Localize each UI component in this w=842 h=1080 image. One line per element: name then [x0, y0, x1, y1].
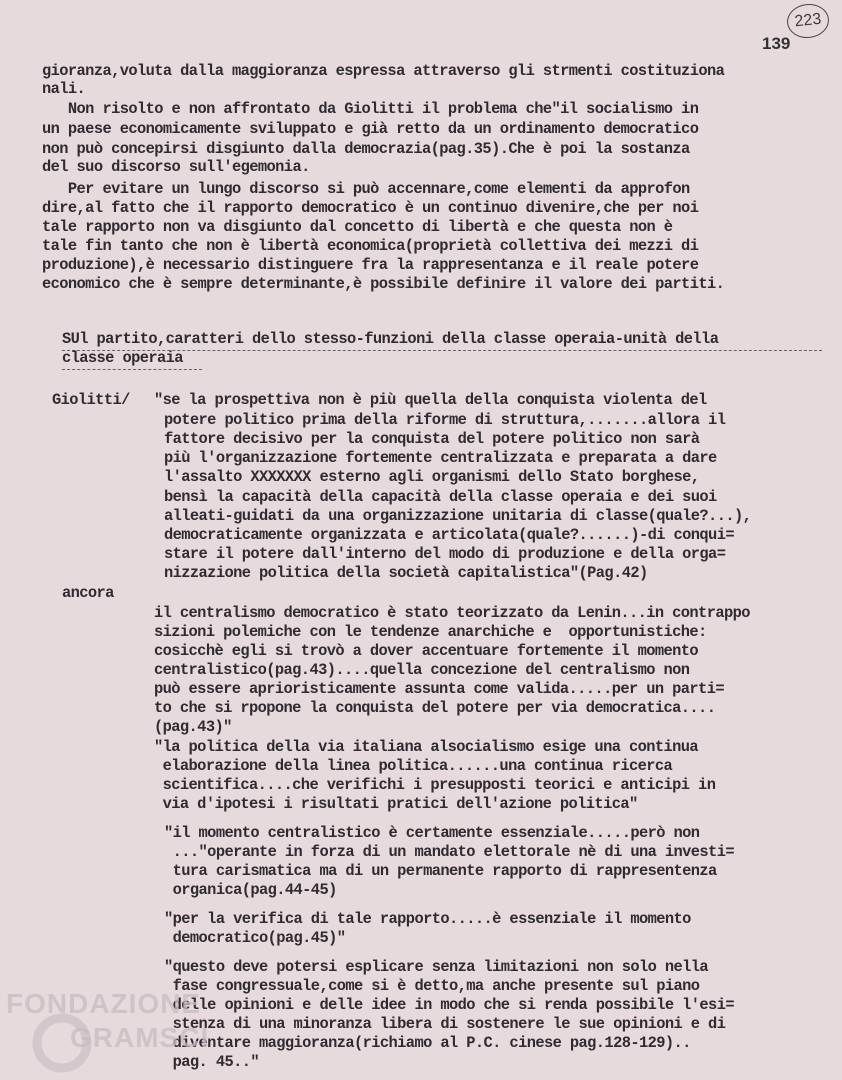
quote-line: organica(pag.44-45)	[164, 881, 337, 899]
quote-line: ..."operante in forza di un mandato elettorale nè di una investi=	[164, 843, 734, 861]
text-line: Non risolto e non affrontato da Giolitti il problema che"il socialismo in	[42, 100, 699, 118]
quote-line: alleati-guidati da una organizzazione unitaria di classe(quale?...),	[164, 507, 752, 525]
section-heading: classe operaia	[62, 349, 183, 367]
archive-stamp: 223	[785, 2, 830, 40]
quote-line: fattore decisivo per la conquista del potere politico non sarà	[164, 430, 700, 448]
quote-line: centralistico(pag.43)....quella concezione del centralismo non	[154, 661, 690, 679]
watermark-text: FONDAZIONE	[6, 988, 202, 1019]
text-line: Per evitare un lungo discorso si può accennare,come elementi da approfon	[42, 180, 690, 198]
quote-line: pag. 45.."	[164, 1053, 259, 1071]
text-line: non può concepirsi disgiunto dalla democrazia(pag.35).Che è poi la sostanza	[42, 140, 690, 158]
text-line: tale fin tanto che non è libertà economica(proprietà collettiva dei mezzi di	[42, 237, 699, 255]
text-line: un paese economicamente sviluppato e già retto da un ordinamento democratico	[42, 120, 699, 138]
quote-line: nizzazione politica della società capitalistica"(Pag.42)	[164, 564, 648, 582]
quote-line: via d'ipotesi i risultati pratici dell'azione politica"	[154, 795, 638, 813]
quote-line: delle opinioni e delle idee in modo che si renda possibile l'esi=	[164, 996, 734, 1014]
quote-line: stenza di una minoranza libera di sostenere le sue opinioni e di	[164, 1015, 726, 1033]
quote-line: tura carismatica ma di un permanente rapporto di rappresentenza	[164, 862, 717, 880]
quote-line: fase congressuale,come si è detto,ma anche presente sul piano	[164, 977, 700, 995]
quote-line: elaborazione della linea politica......una continua ricerca	[154, 757, 673, 775]
quote-line: può essere aprioristicamente assunta come valida.....per un parti=	[154, 680, 724, 698]
page-number: 139	[762, 34, 791, 53]
text-line: gioranza,voluta dalla maggioranza espressa attraverso gli strmenti costituziona	[42, 62, 725, 80]
quote-line: il centralismo democratico è stato teorizzato da Lenin...in contrappo	[154, 604, 750, 622]
ancora-label: ancora	[62, 584, 114, 602]
heading-underline	[62, 369, 202, 370]
text-line: del suo discorso sull'egemonia.	[42, 158, 310, 176]
quote-line: democratico(pag.45)"	[164, 929, 346, 947]
text-line: economico che è sempre determinante,è possibile definire il valore dei partiti.	[42, 275, 725, 293]
quote-line: "per la verifica di tale rapporto.....è essenziale il momento	[164, 910, 691, 928]
quote-line: sizioni polemiche con le tendenze anarchiche e opportunistiche:	[154, 623, 707, 641]
text-line: produzione),è necessario distinguere fra la rappresentanza e il reale potere	[42, 256, 699, 274]
section-heading: SUl partito,caratteri dello stesso-funzioni della classe operaia-unità della	[62, 330, 719, 348]
quote-line: stare il potere dall'interno del modo di produzione e della orga=	[164, 545, 726, 563]
quote-line: diventare maggioranza(richiamo al P.C. cinese pag.128-129)..	[164, 1034, 691, 1052]
quote-line: potere politico prima della riforme di struttura,.......allora il	[164, 411, 726, 429]
quote-line: "la politica della via italiana alsocialismo esige una continua	[154, 738, 699, 756]
quote-line: democraticamente organizzata e articolata(quale?......)-di conqui=	[164, 526, 734, 544]
quote-label: Giolitti/	[52, 391, 130, 409]
quote-line: "questo deve potersi esplicare senza limitazioni non solo nella	[164, 958, 709, 976]
text-line: nali.	[42, 80, 86, 98]
quote-line: scientifica....che verifichi i presupposti teorici e anticipi in	[154, 776, 716, 794]
quote-line: "se la prospettiva non è più quella della conquista violenta del	[154, 391, 707, 409]
quote-line: to che si rpopone la conquista del potere per via democratica....	[154, 699, 716, 717]
quote-line: più l'organizzazione fortemente centralizzata e preparata a dare	[164, 449, 717, 467]
quote-line: l'assalto XXXXXXX esterno agli organismi dello Stato borghese,	[164, 468, 700, 486]
watermark-text: GRAMSCI	[70, 1022, 210, 1053]
quote-line: "il momento centralistico è certamente essenziale.....però non	[164, 824, 700, 842]
quote-line: cosicchè egli si trovò a dover accentuare fortemente il momento	[154, 642, 699, 660]
quote-line: bensì la capacità della capacità della classe operaia e dei suoi	[164, 488, 717, 506]
text-line: dire,al fatto che il rapporto democratico è un continuo divenire,che per noi	[42, 199, 699, 217]
quote-line: (pag.43)"	[154, 718, 232, 736]
text-line: tale rapporto non va disgiunto dal concetto di libertà e che questa non è	[42, 218, 673, 236]
